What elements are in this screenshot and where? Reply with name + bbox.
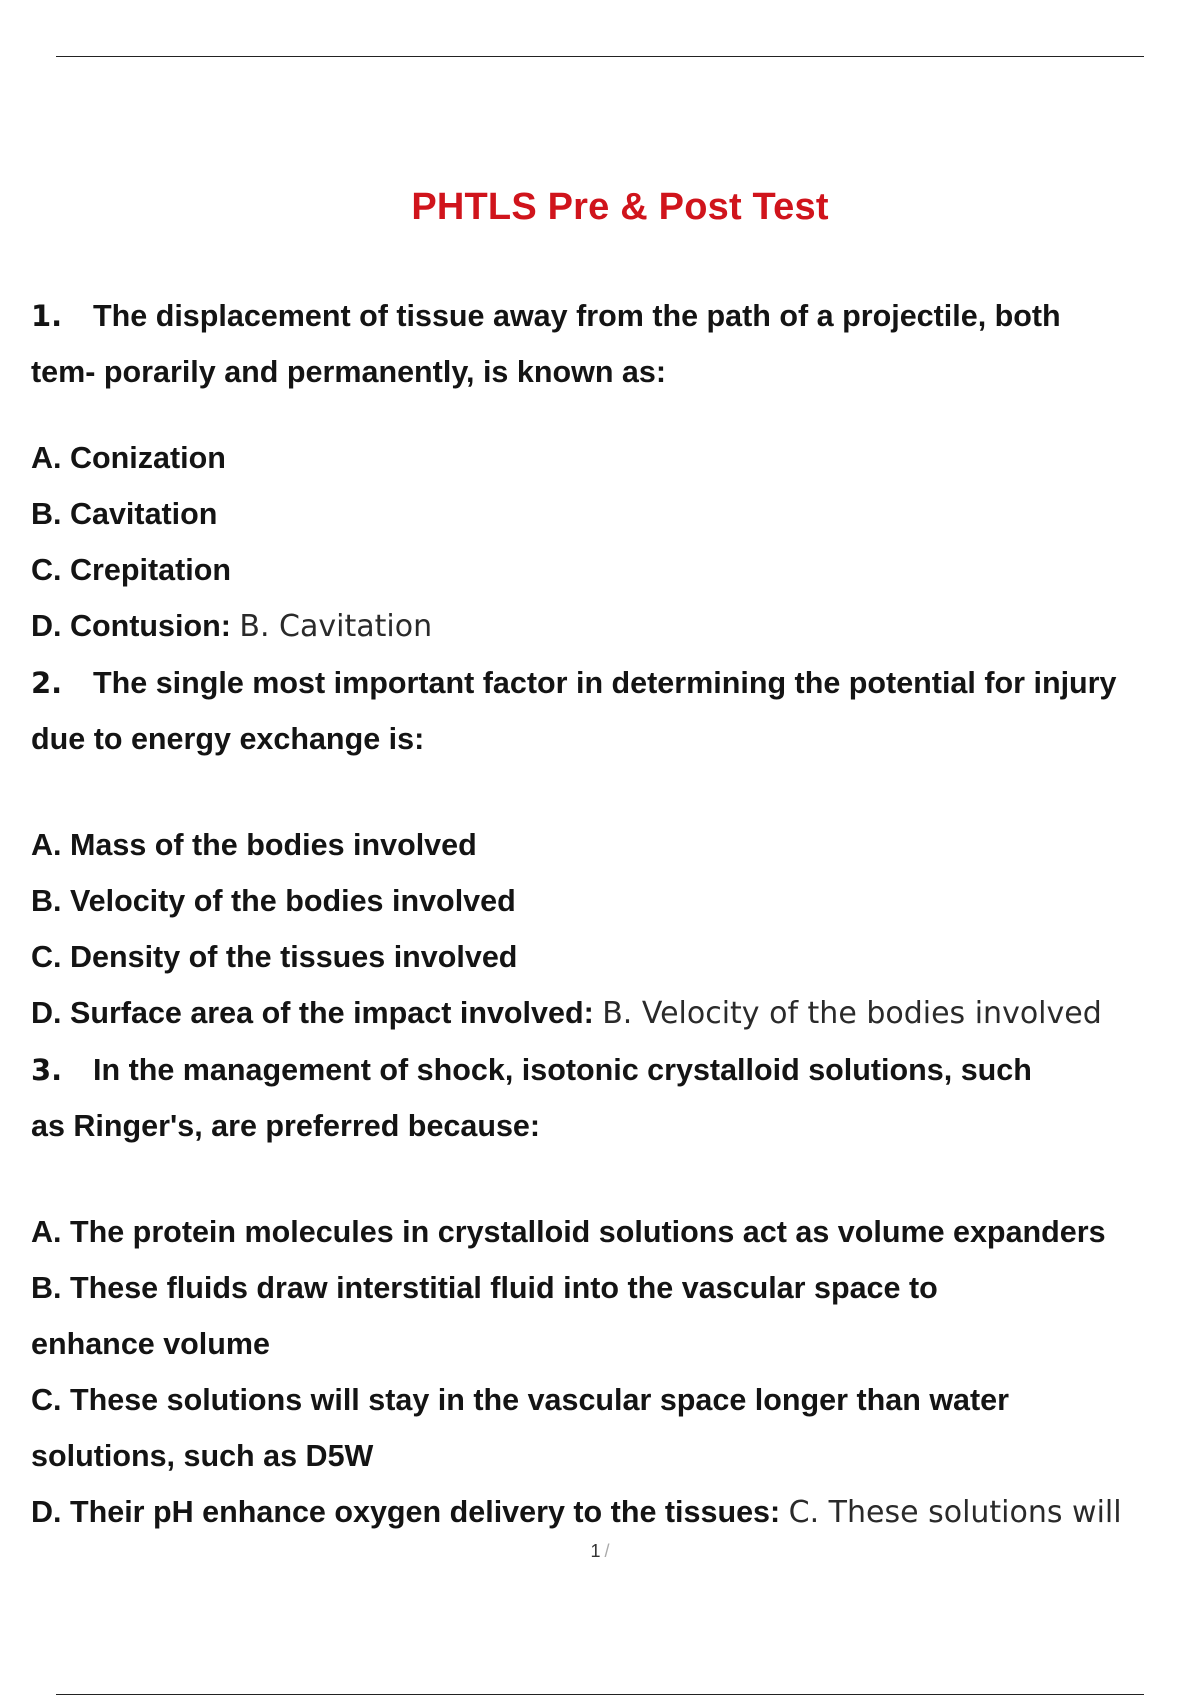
question-number: 2. [31,666,63,700]
option-text: Contusion: [69,609,231,643]
option-letter: D. [31,996,62,1030]
option-text: These fluids draw interstitial fluid into the vascular space to [69,1271,938,1305]
option-letter: C. [31,940,62,974]
document-title: PHTLS Pre & Post Test [411,186,829,228]
option-a [31,817,1181,873]
question-1-line-2: tem- porarily and permanently, is known as: [31,355,667,389]
option-text: Density of the tissues involved [69,940,518,974]
option-text: Their pH enhance oxygen delivery to the tissues: [69,1495,781,1529]
question-1-line-1 [31,288,1181,344]
option-text: Surface area of the impact involved: [69,996,594,1030]
answer-text: B. Cavitation [239,609,433,644]
footer-rule [56,1694,1144,1695]
question-3-line-1 [31,1042,1181,1098]
option-b [31,486,1181,542]
question-2-line-1 [31,655,1181,711]
option-text: Cavitation [69,497,218,531]
option-letter: B. [31,1271,62,1305]
question-text: In the management of shock, isotonic crystalloid solutions, such [93,1053,1032,1087]
question-number: 3. [31,1053,63,1087]
option-d [31,598,1181,655]
question-2-line-2: due to energy exchange is: [31,722,425,756]
option-c [31,1372,1181,1428]
option-text: Velocity of the bodies involved [69,884,516,918]
question-1 [31,288,1181,655]
option-letter: B. [31,884,62,918]
option-a [31,430,1181,486]
option-c [31,542,1181,598]
header-rule [56,56,1144,57]
question-list [31,288,1181,1541]
question-number: 1. [31,299,63,333]
option-c-continued: solutions, such as D5W [31,1439,374,1473]
option-d [31,985,1181,1042]
option-letter: D. [31,1495,62,1529]
question-text: The displacement of tissue away from the path of a projectile, both [93,299,1061,333]
option-text: Conization [69,441,226,475]
option-letter: A. [31,1215,62,1249]
option-b [31,1260,1181,1316]
option-text: These solutions will stay in the vascular space longer than water [69,1383,1009,1417]
option-text: Mass of the bodies involved [69,828,477,862]
page-separator: / [604,1541,610,1561]
option-a [31,1204,1181,1260]
answer-text: B. Velocity of the bodies involved [602,996,1102,1031]
question-2 [31,655,1181,1042]
option-letter: D. [31,609,62,643]
option-letter: C. [31,1383,62,1417]
question-3-line-2: as Ringer's, are preferred because: [31,1109,541,1143]
option-letter: C. [31,553,62,587]
option-letter: A. [31,441,62,475]
option-text: Crepitation [69,553,231,587]
option-letter: B. [31,497,62,531]
question-text: The single most important factor in determining the potential for injury [93,666,1117,700]
option-letter: A. [31,828,62,862]
option-c [31,929,1181,985]
option-d [31,1484,1181,1541]
option-b-continued: enhance volume [31,1327,270,1361]
option-b [31,873,1181,929]
option-text: The protein molecules in crystalloid solutions act as volume expanders [69,1215,1106,1249]
question-3 [31,1042,1181,1541]
page-number [0,1541,1200,1562]
page-number-value: 1 [590,1541,601,1561]
answer-text: C. These solutions will [788,1495,1122,1530]
